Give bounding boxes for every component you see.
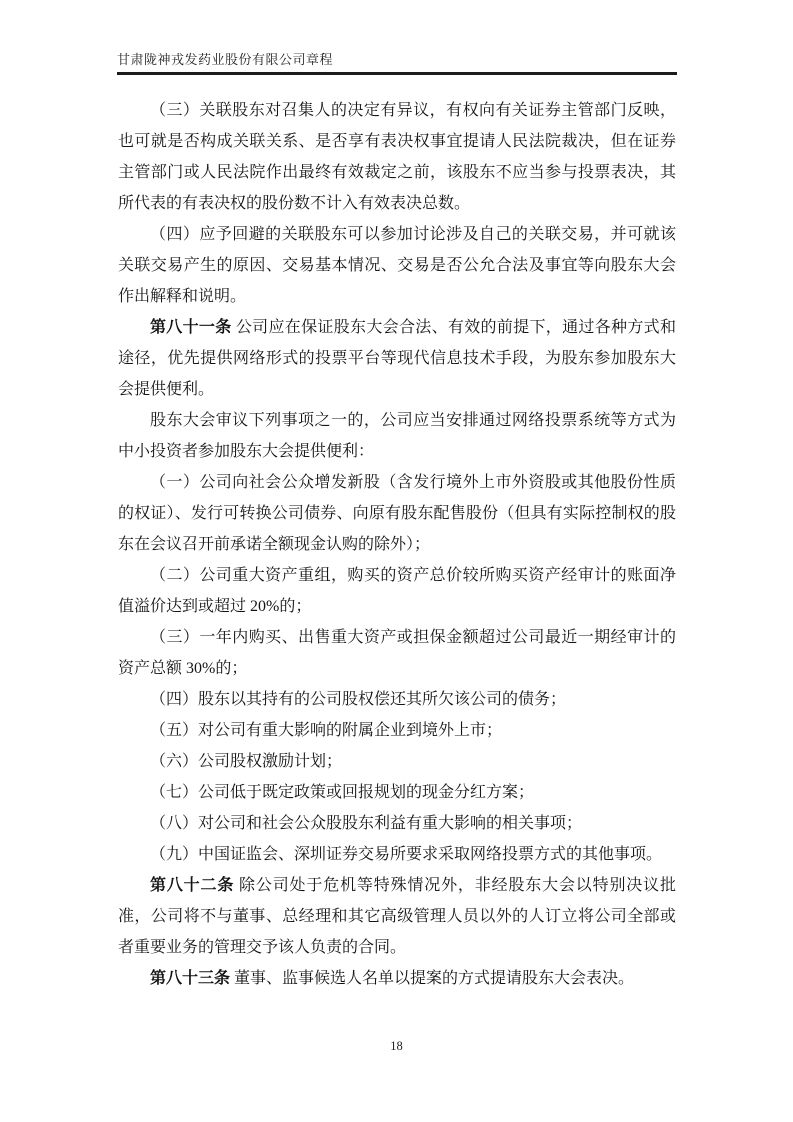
paragraph-text: （二）公司重大资产重组，购买的资产总价较所购买资产经审计的账面净值溢价达到或超过 20%的； [118, 567, 676, 615]
article-number: 第八十二条 [150, 877, 235, 894]
article-number: 第八十一条 [150, 319, 232, 336]
paragraph-text: （八）对公司和社会公众股股东利益有重大影响的相关事项； [150, 815, 583, 832]
document-header [117, 52, 677, 75]
paragraph-text: （一）公司向社会公众增发新股（含发行境外上市外资股或其他股份性质的权证）、发行可转换公司债券、向原有股东配售股份（但具有实际控制权的股东在会议召开前承诺全额现金认购的除外）； [118, 474, 676, 553]
paragraph [118, 808, 676, 839]
paragraph-text: （三）关联股东对召集人的决定有异议，有权向有关证券主管部门反映，也可就是否构成关联关系、是否享有表决权事宜提请人民法院裁决，但在证券主管部门或人民法院作出最终有效裁定之前，该股东不应当参与投票表决，其所代表的有表决权的股份数不计入有效表决总数。 [118, 102, 676, 212]
paragraph-text: （七）公司低于既定政策或回报规划的现金分红方案； [150, 784, 535, 801]
page-number: 18 [390, 1039, 403, 1053]
paragraph [118, 622, 676, 684]
paragraph-text: 股东大会审议下列事项之一的，公司应当安排通过网络投票系统等方式为中小投资者参加股东大会提供便利： [118, 412, 676, 460]
paragraph [118, 95, 676, 219]
paragraph [118, 684, 676, 715]
paragraph [118, 219, 676, 312]
paragraph [118, 467, 676, 560]
paragraph-text: 除公司处于危机等特殊情况外，非经股东大会以特别决议批准，公司将不与董事、总经理和其它高级管理人员以外的人订立将公司全部或者重要业务的管理交予该人负责的合同。 [118, 877, 676, 956]
paragraph [118, 963, 676, 994]
paragraph-text: 董事、监事候选人名单以提案的方式提请股东大会表决。 [230, 970, 635, 987]
paragraph [118, 870, 676, 963]
paragraph-text: （四）应予回避的关联股东可以参加讨论涉及自己的关联交易，并可就该关联交易产生的原因、交易基本情况、交易是否公允合法及事宜等向股东大会作出解释和说明。 [118, 226, 676, 305]
document-header-title: 甘肃陇神戎发药业股份有限公司章程 [117, 52, 334, 67]
paragraph-text: （四）股东以其持有的公司股权偿还其所欠该公司的债务； [150, 691, 567, 708]
paragraph [118, 560, 676, 622]
paragraph [118, 405, 676, 467]
paragraph-text: （三）一年内购买、出售重大资产或担保金额超过公司最近一期经审计的资产总额 30%的； [118, 629, 676, 677]
paragraph [118, 746, 676, 777]
document-body [118, 95, 676, 994]
paragraph-text: （六）公司股权激励计划； [150, 753, 343, 770]
document-footer [0, 1037, 793, 1055]
paragraph [118, 839, 676, 870]
paragraph-text: （五）对公司有重大影响的附属企业到境外上市； [150, 722, 503, 739]
paragraph-text: 公司应在保证股东大会合法、有效的前提下，通过各种方式和途径，优先提供网络形式的投票平台等现代信息技术手段，为股东参加股东大会提供便利。 [118, 319, 676, 398]
paragraph [118, 777, 676, 808]
paragraph [118, 312, 676, 405]
article-number: 第八十三条 [150, 970, 231, 987]
paragraph-text: （九）中国证监会、深圳证券交易所要求采取网络投票方式的其他事项。 [150, 846, 663, 863]
paragraph [118, 715, 676, 746]
